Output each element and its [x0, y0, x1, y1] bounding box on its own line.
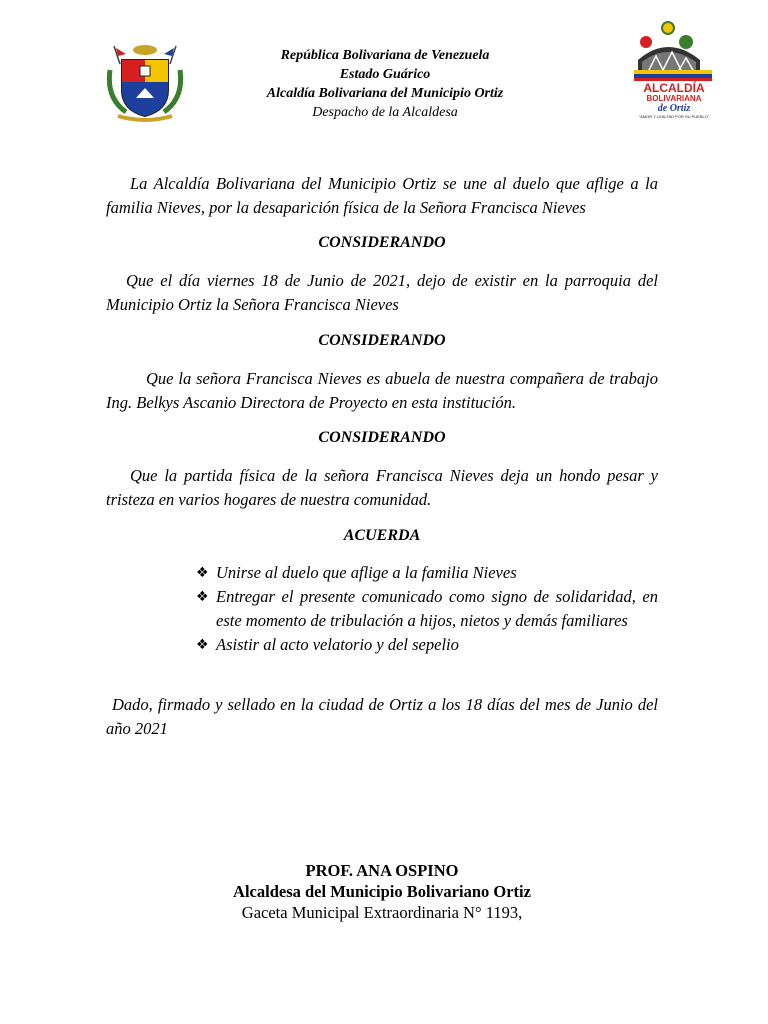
closing-paragraph: Dado, firmado y sellado en la ciudad de Ortiz a los 18 días del mes de Junio del año 2021 [106, 695, 658, 738]
coat-of-arms-icon [106, 40, 184, 122]
header-state: Estado Guárico [339, 67, 431, 82]
considerando-paragraph: Que la partida física de la señora Francisca Nieves deja un hondo pesar y tristeza en varios hogares de nuestra comunidad. [106, 466, 658, 509]
considerando-paragraph: Que el día viernes 18 de Junio de 2021, dejo de existir en la parroquia del Municipio Ortiz la Señora Francisca Nieves [106, 271, 658, 314]
header-republic: República Bolivariana de Venezuela [280, 48, 490, 63]
considerando-heading: CONSIDERANDO [318, 332, 446, 349]
intro-paragraph: La Alcaldía Bolivariana del Municipio Ortiz se une al duelo que aflige a la familia Nieves, por la desaparición física de la Señora Francisca Nieves [106, 174, 658, 217]
gazette-reference: Gaceta Municipal Extraordinaria N° 1193, [241, 903, 523, 922]
alcaldia-logo-icon [628, 20, 720, 120]
logo-motto: "AMOR Y LEALTAD POR SU PUEBLO" [638, 114, 710, 119]
list-item: ❖ Asistir al acto velatorio y del sepelio [196, 633, 658, 657]
diamond-bullet-icon: ❖ [196, 637, 209, 653]
signer-name: PROF. ANA OSPINO [305, 861, 459, 880]
diamond-bullet-icon: ❖ [196, 565, 209, 581]
acuerdos-list [196, 561, 658, 657]
acuerda-heading: ACUERDA [343, 527, 421, 544]
signature-block [106, 860, 658, 923]
signer-role: Alcaldesa del Municipio Bolivariano Ortiz [233, 882, 531, 901]
diamond-bullet-icon: ❖ [196, 589, 209, 605]
logo-subtitle: BOLIVARIANA [646, 94, 702, 103]
letterhead [230, 46, 540, 122]
list-item: ❖ Entregar el presente comunicado como signo de solidaridad, en este momento de tribulación a hijos, nietos y demás familiares [196, 587, 658, 630]
logo-title: ALCALDÍA [643, 81, 705, 95]
header-office: Despacho de la Alcaldesa [312, 105, 458, 120]
considerando-heading: CONSIDERANDO [318, 429, 446, 446]
header-municipality: Alcaldía Bolivariana del Municipio Ortiz [266, 86, 504, 101]
list-item: ❖ Unirse al duelo que aflige a la familia Nieves [196, 561, 658, 585]
logo-place: de Ortiz [657, 103, 691, 114]
considerando-paragraph: Que la señora Francisca Nieves es abuela de nuestra compañera de trabajo Ing. Belkys Ascanio Directora de Proyecto en esta institución. [106, 369, 658, 412]
considerando-heading: CONSIDERANDO [318, 234, 446, 251]
